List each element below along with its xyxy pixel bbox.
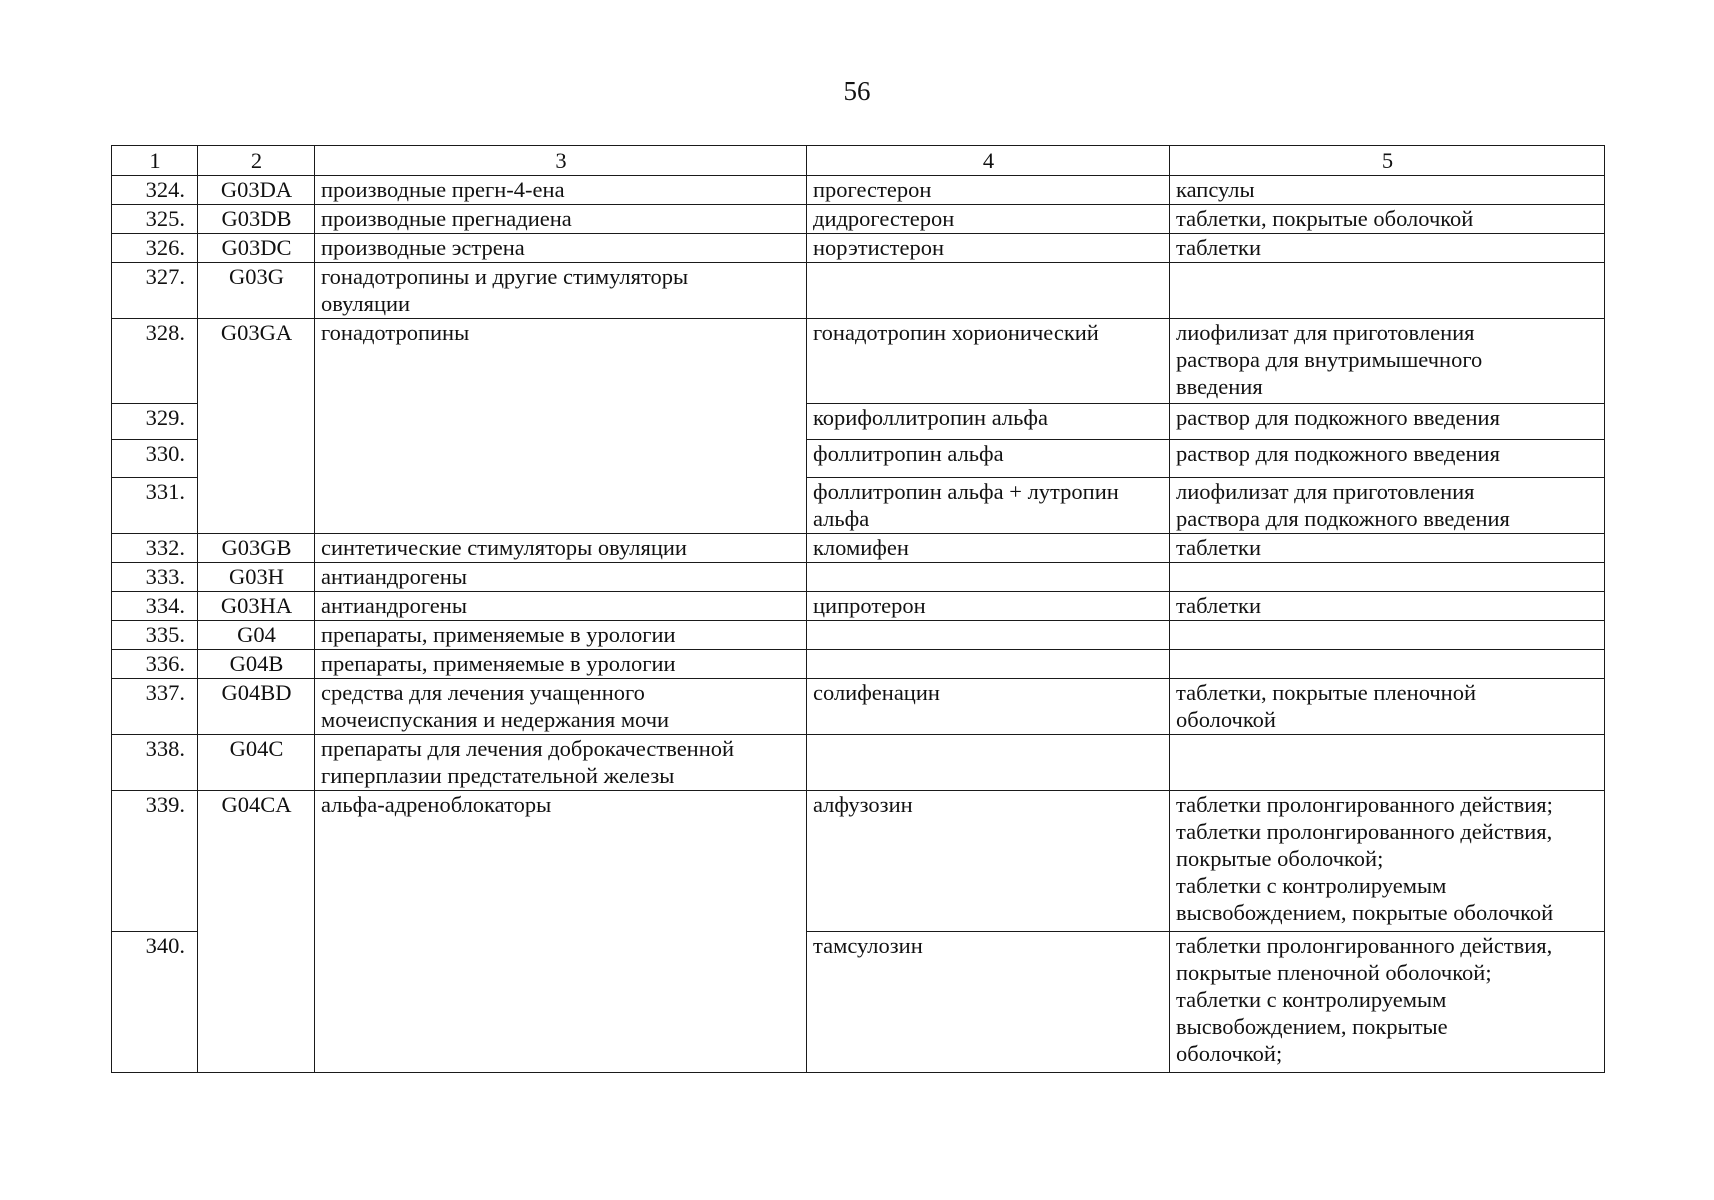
atc-code: G03DC bbox=[198, 234, 315, 263]
table-row bbox=[112, 592, 1605, 621]
atc-group: альфа-адреноблокаторы bbox=[315, 791, 807, 1073]
table-row bbox=[112, 650, 1605, 679]
atc-group: антиандрогены bbox=[315, 592, 807, 621]
row-number: 325. bbox=[112, 205, 198, 234]
row-number: 327. bbox=[112, 263, 198, 319]
atc-group: препараты, применяемые в урологии bbox=[315, 650, 807, 679]
page-number: 56 bbox=[843, 76, 871, 106]
table-row bbox=[112, 205, 1605, 234]
table-row bbox=[112, 534, 1605, 563]
header-col-3: 3 bbox=[315, 146, 807, 176]
row-number: 334. bbox=[112, 592, 198, 621]
atc-group: производные эстрена bbox=[315, 234, 807, 263]
dosage-form: таблетки пролонгированного действия, покрытые пленочной оболочкой; таблетки с контролируемым высвобождением, покрытые оболочкой; bbox=[1170, 932, 1605, 1073]
atc-group: производные прегн-4-ена bbox=[315, 176, 807, 205]
dosage-form: таблетки bbox=[1170, 234, 1605, 263]
row-number: 333. bbox=[112, 563, 198, 592]
dosage-form: раствор для подкожного введения bbox=[1170, 404, 1605, 440]
drug-name: корифоллитропин альфа bbox=[807, 404, 1170, 440]
atc-code: G04B bbox=[198, 650, 315, 679]
table-row bbox=[112, 679, 1605, 735]
drug-name: фоллитропин альфа + лутропин альфа bbox=[807, 478, 1170, 534]
row-number: 336. bbox=[112, 650, 198, 679]
dosage-form bbox=[1170, 563, 1605, 592]
row-number: 338. bbox=[112, 735, 198, 791]
row-number: 340. bbox=[112, 932, 198, 1073]
table-row bbox=[112, 621, 1605, 650]
drug-name bbox=[807, 621, 1170, 650]
atc-code: G04 bbox=[198, 621, 315, 650]
dosage-form: таблетки, покрытые пленочной оболочкой bbox=[1170, 679, 1605, 735]
table-row bbox=[112, 176, 1605, 205]
table-row bbox=[112, 319, 1605, 404]
drug-name bbox=[807, 263, 1170, 319]
drug-name: норэтистерон bbox=[807, 234, 1170, 263]
atc-group: производные прегнадиена bbox=[315, 205, 807, 234]
row-number: 335. bbox=[112, 621, 198, 650]
atc-group: антиандрогены bbox=[315, 563, 807, 592]
row-number: 324. bbox=[112, 176, 198, 205]
row-number: 332. bbox=[112, 534, 198, 563]
atc-code: G03GB bbox=[198, 534, 315, 563]
row-number: 329. bbox=[112, 404, 198, 440]
dosage-form: лиофилизат для приготовления раствора для подкожного введения bbox=[1170, 478, 1605, 534]
atc-group: гонадотропины и другие стимуляторы овуляции bbox=[315, 263, 807, 319]
header-col-2: 2 bbox=[198, 146, 315, 176]
drug-name: прогестерон bbox=[807, 176, 1170, 205]
atc-code: G03DB bbox=[198, 205, 315, 234]
drug-name: кломифен bbox=[807, 534, 1170, 563]
row-number: 328. bbox=[112, 319, 198, 404]
drug-list-table bbox=[111, 145, 1605, 1073]
table-row bbox=[112, 791, 1605, 932]
atc-code: G03DA bbox=[198, 176, 315, 205]
dosage-form: раствор для подкожного введения bbox=[1170, 440, 1605, 478]
atc-group: средства для лечения учащенного мочеиспускания и недержания мочи bbox=[315, 679, 807, 735]
drug-name bbox=[807, 650, 1170, 679]
drug-name: алфузозин bbox=[807, 791, 1170, 932]
dosage-form: таблетки bbox=[1170, 534, 1605, 563]
dosage-form bbox=[1170, 263, 1605, 319]
table-header-row bbox=[112, 146, 1605, 176]
row-number: 339. bbox=[112, 791, 198, 932]
row-number: 337. bbox=[112, 679, 198, 735]
drug-name: фоллитропин альфа bbox=[807, 440, 1170, 478]
header-col-5: 5 bbox=[1170, 146, 1605, 176]
drug-name: гонадотропин хорионический bbox=[807, 319, 1170, 404]
dosage-form: капсулы bbox=[1170, 176, 1605, 205]
dosage-form: таблетки bbox=[1170, 592, 1605, 621]
table-row bbox=[112, 234, 1605, 263]
table-row bbox=[112, 735, 1605, 791]
drug-name: солифенацин bbox=[807, 679, 1170, 735]
drug-name bbox=[807, 735, 1170, 791]
atc-code: G03H bbox=[198, 563, 315, 592]
row-number: 331. bbox=[112, 478, 198, 534]
dosage-form: таблетки пролонгированного действия; таблетки пролонгированного действия, покрытые оболочкой; таблетки с контролируемым высвобождением, покрытые оболочкой bbox=[1170, 791, 1605, 932]
dosage-form bbox=[1170, 650, 1605, 679]
header-col-4: 4 bbox=[807, 146, 1170, 176]
drug-name: дидрогестерон bbox=[807, 205, 1170, 234]
drug-name: ципротерон bbox=[807, 592, 1170, 621]
drug-name bbox=[807, 563, 1170, 592]
table-row bbox=[112, 263, 1605, 319]
atc-code: G03HA bbox=[198, 592, 315, 621]
atc-group: гонадотропины bbox=[315, 319, 807, 534]
header-col-1: 1 bbox=[112, 146, 198, 176]
table-row bbox=[112, 563, 1605, 592]
drug-name: тамсулозин bbox=[807, 932, 1170, 1073]
row-number: 326. bbox=[112, 234, 198, 263]
atc-code: G04CA bbox=[198, 791, 315, 1073]
dosage-form bbox=[1170, 735, 1605, 791]
atc-code: G04BD bbox=[198, 679, 315, 735]
atc-group: препараты для лечения доброкачественной гиперплазии предстательной железы bbox=[315, 735, 807, 791]
dosage-form bbox=[1170, 621, 1605, 650]
atc-code: G03G bbox=[198, 263, 315, 319]
row-number: 330. bbox=[112, 440, 198, 478]
atc-group: препараты, применяемые в урологии bbox=[315, 621, 807, 650]
atc-code: G03GA bbox=[198, 319, 315, 534]
atc-code: G04C bbox=[198, 735, 315, 791]
dosage-form: лиофилизат для приготовления раствора для внутримышечного введения bbox=[1170, 319, 1605, 404]
atc-group: синтетические стимуляторы овуляции bbox=[315, 534, 807, 563]
dosage-form: таблетки, покрытые оболочкой bbox=[1170, 205, 1605, 234]
